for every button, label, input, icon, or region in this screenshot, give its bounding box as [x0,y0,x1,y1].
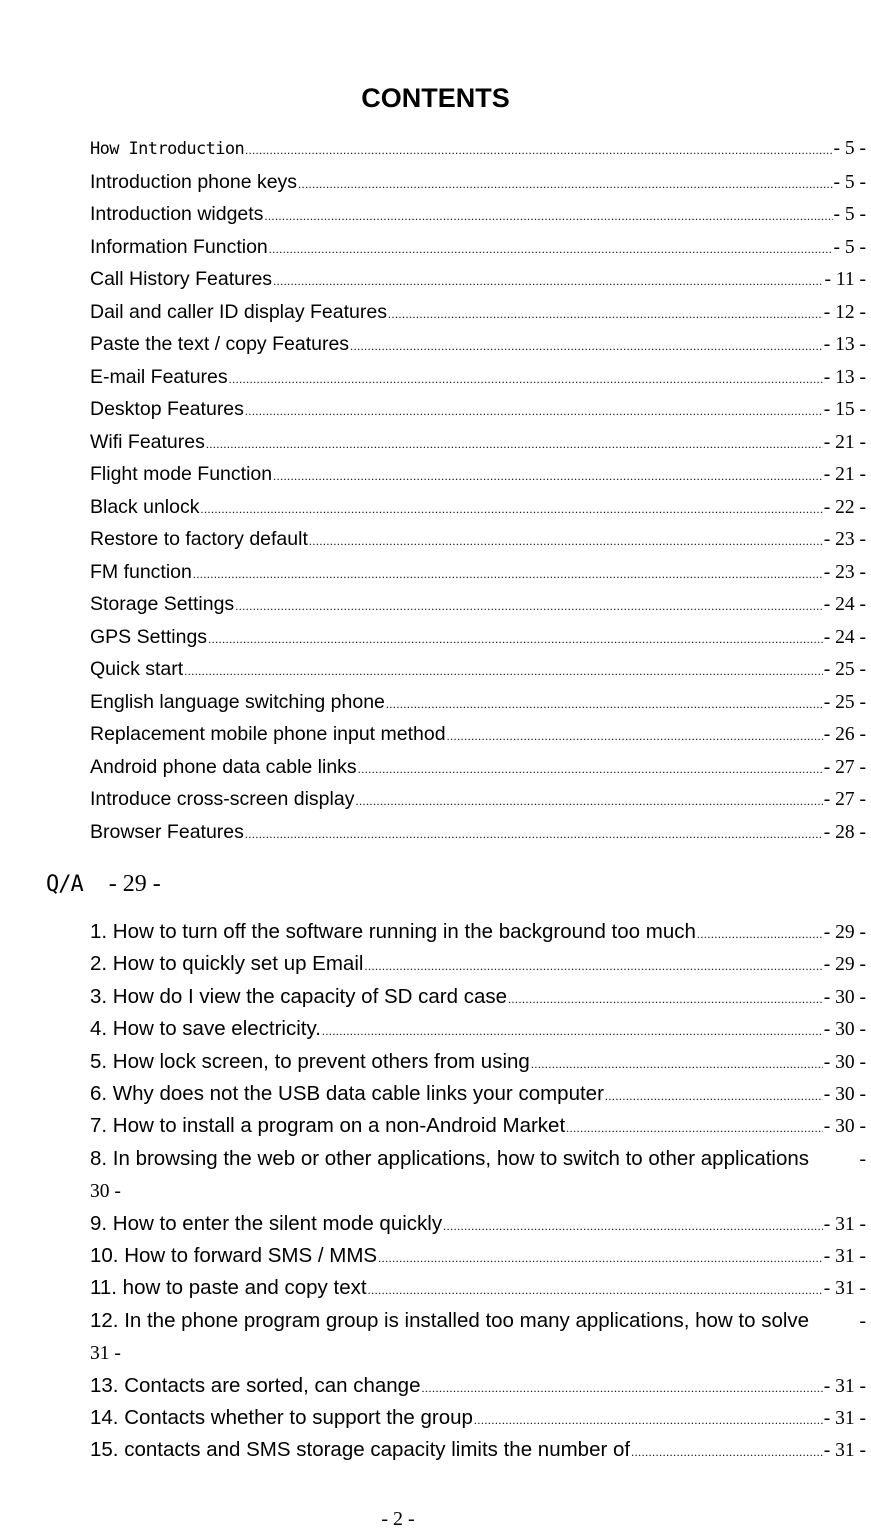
dot-leader [273,265,823,298]
toc-entry-page: - 28 - [823,821,866,843]
qa-entry[interactable] [90,1402,866,1434]
qa-entry[interactable] [90,1240,866,1272]
qa-entry-label: 7. How to install a program on a non-Android Market [90,1114,566,1138]
toc-entry[interactable] [90,361,866,394]
toc-entry[interactable] [90,523,866,556]
qa-list [90,916,866,1467]
qa-entry-label: 2. How to quickly set up Email [90,952,364,976]
qa-entry-label: 12. In the phone program group is installed too many applications, how to solve [90,1308,810,1332]
toc-entry[interactable] [90,718,866,751]
dot-leader [566,1112,823,1144]
toc-entry-page: - 25 - [823,659,866,680]
qa-entry-page: - 31 - [823,1375,866,1397]
toc-entry-page: - 5 - [833,171,866,193]
toc-entry[interactable] [90,816,866,849]
dot-leader [184,655,823,688]
dot-leader [355,785,822,818]
qa-entry-line [90,1143,866,1176]
dot-leader [208,623,823,656]
toc-entry-label: Black unlock [90,495,200,518]
table-of-contents [90,133,866,848]
toc-entry-label: GPS Settings [90,625,208,648]
dot-leader [206,428,823,461]
qa-entry[interactable] [90,916,866,948]
dot-leader [508,983,823,1015]
dot-leader [388,298,823,331]
toc-entry[interactable] [90,198,866,231]
toc-entry[interactable] [90,653,866,686]
toc-entry[interactable] [90,751,866,784]
toc-entry-page: - 21 - [823,464,866,485]
qa-entry-label: 13. Contacts are sorted, can change [90,1373,421,1397]
qa-entry-page: - 31 - [823,1407,866,1429]
dot-leader [443,1210,823,1242]
qa-entry[interactable] [90,1208,866,1240]
qa-entry-dash: - [859,1148,866,1170]
toc-entry[interactable] [90,133,866,166]
toc-entry[interactable] [90,328,866,361]
dot-leader [193,558,823,591]
toc-entry[interactable] [90,263,866,296]
dot-leader [309,525,823,558]
qa-entry-wrapped[interactable] [90,1305,866,1370]
toc-entry-label: Storage Settings [90,593,235,615]
qa-entry-page: - 31 - [823,1440,866,1462]
toc-entry-label: Dail and caller ID display Features [90,300,387,323]
qa-entry-page: - 31 - [823,1245,866,1267]
qa-entry[interactable] [90,1046,866,1078]
qa-entry-label: 11. how to paste and copy text [90,1276,367,1300]
toc-entry[interactable] [90,783,866,816]
toc-entry-label: Wifi Features [90,430,205,453]
qa-entry-page: - 29 - [823,922,866,943]
dot-leader [322,1015,823,1047]
toc-entry-page: - 27 - [823,756,866,778]
toc-entry-page: - 27 - [823,789,866,810]
dot-leader [298,168,832,201]
qa-entry[interactable] [90,1370,866,1402]
qa-entry-page: - 30 - [823,1083,866,1105]
toc-entry[interactable] [90,296,866,329]
toc-entry[interactable] [90,458,866,491]
qa-entry-label: 10. How to forward SMS / MMS [90,1243,378,1267]
toc-entry[interactable] [90,166,866,199]
toc-entry-label: Flight mode Function [90,463,273,485]
qa-entry-label: 8. In browsing the web or other applications, how to switch to other applications [90,1146,810,1170]
dot-leader [229,363,823,396]
toc-entry-page: - 15 - [823,399,866,420]
qa-entry-page: 31 - [90,1343,121,1365]
qa-entry-page: - 30 - [823,1019,866,1041]
toc-entry[interactable] [90,686,866,719]
toc-entry-page: - 23 - [823,561,866,583]
dot-leader [605,1080,823,1112]
qa-entry-label: 4. How to save electricity. [90,1017,321,1041]
dot-leader [378,1242,823,1274]
toc-entry-page: - 24 - [823,626,866,648]
toc-entry-page: - 13 - [823,366,866,388]
dot-leader [350,330,823,363]
toc-entry-label: Information Function [90,235,268,258]
toc-entry-label: Replacement mobile phone input method [90,723,446,745]
dot-leader [531,1048,823,1080]
toc-entry-label: Android phone data cable links [90,755,357,778]
toc-entry-page: - 13 - [823,334,866,355]
qa-entry-label: 1. How to turn off the software running in the background too much [90,920,696,943]
toc-entry-label: Desktop Features [90,398,244,420]
dot-leader [245,134,832,167]
page-title: CONTENTS [361,83,510,113]
toc-entry[interactable] [90,426,866,459]
toc-entry-label: Introduction widgets [90,203,264,225]
toc-entry-label: English language switching phone [90,690,385,713]
dot-leader [364,950,822,982]
qa-entry-page: - 30 - [823,1116,866,1138]
dot-leader [474,1404,823,1436]
toc-entry[interactable] [90,621,866,654]
qa-heading-page: - 29 - [108,871,161,897]
toc-entry[interactable] [90,393,866,426]
qa-section-heading[interactable] [46,866,161,902]
qa-entry-label: 6. Why does not the USB data cable links your computer [90,1081,604,1105]
qa-entry-line [90,1305,866,1338]
dot-leader [200,493,822,526]
qa-entry-label: 15. contacts and SMS storage capacity limits the number of [90,1438,631,1462]
dot-leader [631,1436,823,1468]
qa-entry-label: 14. Contacts whether to support the group [90,1405,473,1429]
toc-entry-label: Restore to factory default [90,528,308,550]
dot-leader [273,460,823,493]
qa-entry[interactable] [90,1434,866,1466]
toc-entry-page: - 11 - [824,269,866,290]
qa-entry-wrapped[interactable] [90,1143,866,1208]
toc-entry-page: - 24 - [823,594,866,615]
qa-entry-page: - 31 - [823,1213,866,1235]
toc-entry-label: Quick start [90,658,184,680]
toc-entry[interactable] [90,588,866,621]
toc-entry-label: Browser Features [90,820,244,843]
qa-entry-label: 9. How to enter the silent mode quickly [90,1211,443,1235]
toc-entry-page: - 22 - [823,496,866,518]
qa-entry[interactable] [90,948,866,980]
dot-leader [269,233,833,266]
toc-entry-page: - 12 - [823,301,866,323]
toc-entry[interactable] [90,491,866,524]
toc-entry-label: Paste the text / copy Features [90,333,350,355]
toc-entry-page: - 5 - [833,204,866,225]
dot-leader [245,395,823,428]
dot-leader [245,818,823,851]
toc-entry-page: - 25 - [823,691,866,713]
toc-entry[interactable] [90,556,866,589]
qa-entry[interactable] [90,1013,866,1045]
dot-leader [368,1274,823,1306]
qa-entry-page: - 30 - [823,1051,866,1073]
dot-leader [447,720,823,753]
toc-entry-label: Introduction phone keys [90,170,298,193]
toc-entry-label: E-mail Features [90,365,228,388]
toc-entry-label: FM function [90,560,192,583]
qa-heading-label: Q/A [46,872,83,897]
qa-entry-page: - 30 - [823,986,866,1008]
qa-entry-page: - 29 - [823,954,866,976]
toc-entry-page: - 5 - [833,138,866,159]
dot-leader [358,753,823,786]
toc-entry-page: - 5 - [833,236,866,258]
qa-entry-page: 30 - [90,1181,121,1203]
toc-entry-page: - 23 - [823,529,866,550]
toc-entry-page: - 26 - [823,724,866,745]
qa-entry[interactable] [90,1272,866,1304]
dot-leader [235,590,823,623]
dot-leader [697,918,823,950]
qa-entry[interactable] [90,1110,866,1142]
qa-entry[interactable] [90,981,866,1013]
toc-entry[interactable] [90,231,866,264]
dot-leader [386,688,823,721]
toc-entry-label: Introduce cross-screen display [90,788,355,810]
dot-leader [264,200,832,233]
qa-entry-label: 3. How do I view the capacity of SD card case [90,984,508,1008]
qa-entry-dash: - [859,1310,866,1332]
toc-entry-label: Call History Features [90,268,273,290]
toc-entry-page: - 21 - [823,431,866,453]
qa-entry-label: 5. How lock screen, to prevent others from using [90,1049,530,1073]
page-number-footer: - 2 - [381,1508,415,1530]
qa-entry[interactable] [90,1078,866,1110]
toc-entry-label: How Introduction [90,139,245,159]
qa-entry-page: - 31 - [823,1278,866,1300]
dot-leader [421,1372,822,1404]
